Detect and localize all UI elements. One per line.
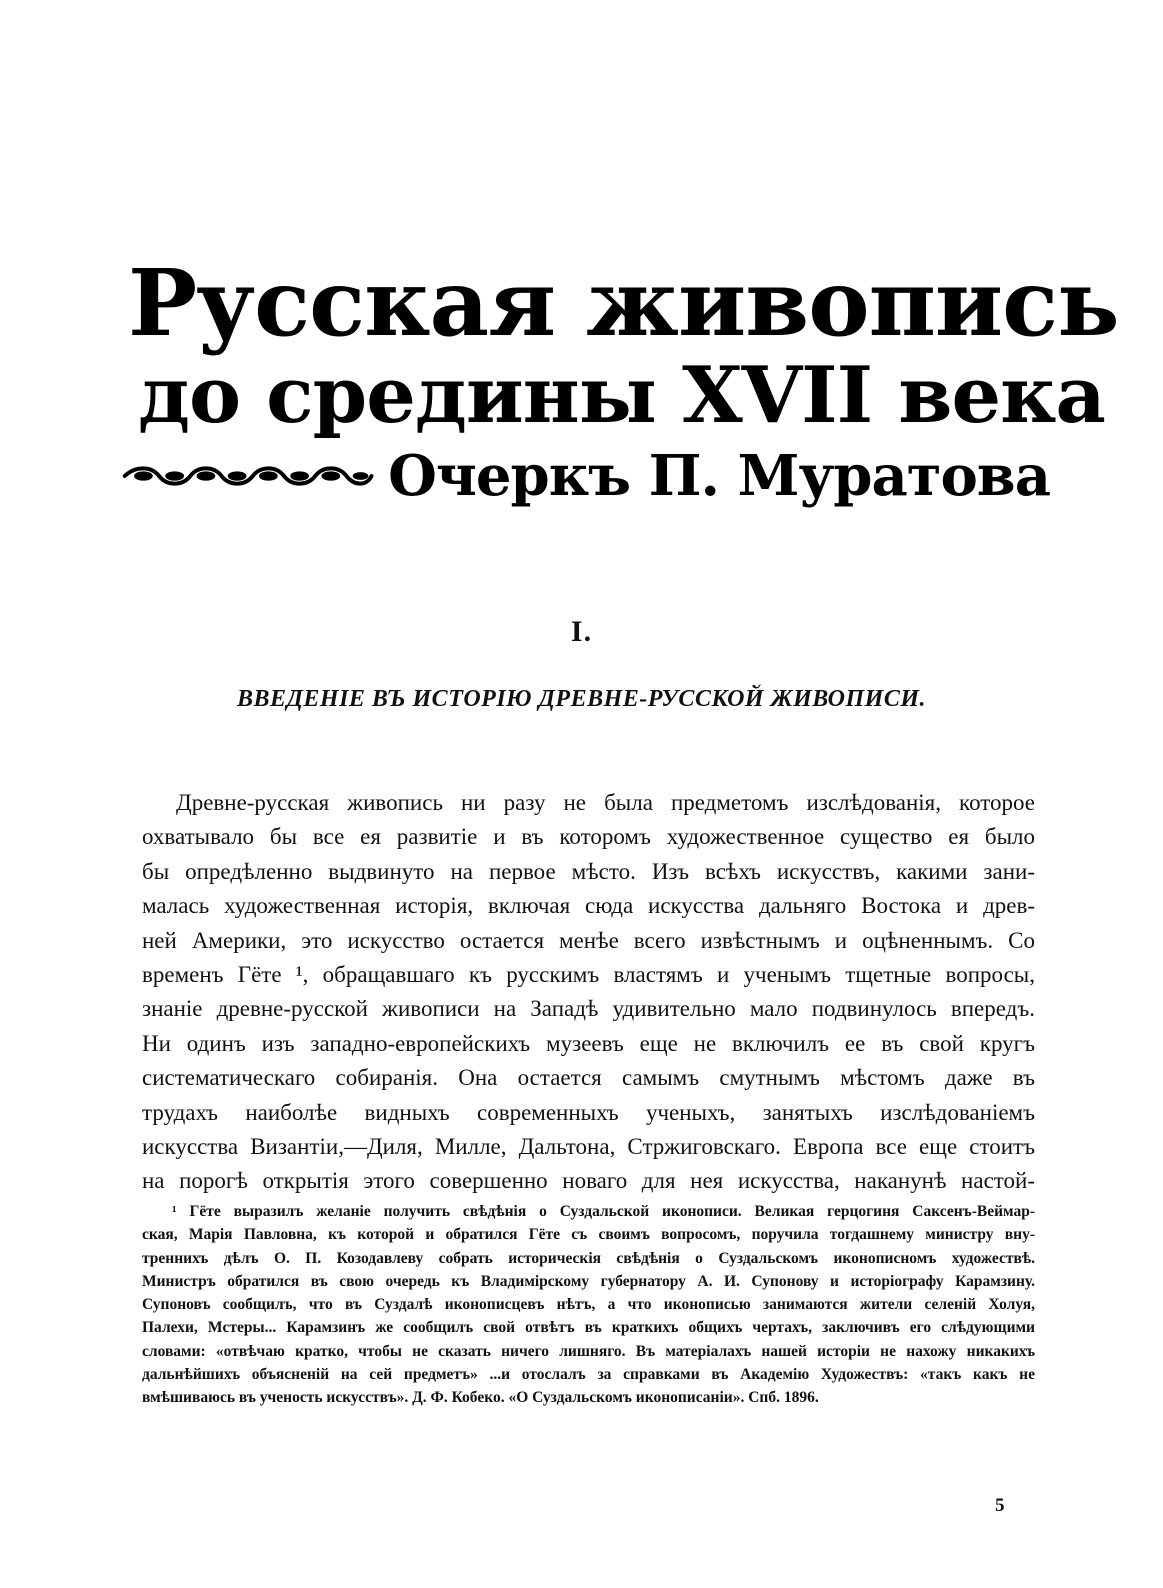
body-line: охватывало бы все ея развитіе и въ которомъ художественное существо ея было bbox=[142, 824, 1035, 850]
page-number: 5 bbox=[995, 1495, 1005, 1516]
body-line: Ни одинъ изъ западно-европейскихъ музеевъ еще не включилъ ее въ свой кругъ bbox=[142, 1030, 1035, 1056]
title-line-1: Русская живопись bbox=[128, 249, 1119, 357]
footnote-line: ¹ Гёте выразилъ желаніе получить свѣдѣнія о Суздальской иконописи. Великая герцогиня Саксенъ-Веймар- bbox=[172, 1203, 1035, 1220]
title-block bbox=[120, 249, 1119, 511]
title-line-3: Очеркъ П. Муратова bbox=[388, 443, 1050, 509]
body-line: искусства Византіи,—Диля, Милле, Дальтона, Стржиговскаго. Европа все еще стоитъ bbox=[142, 1133, 1035, 1159]
title-line-2: до средины XVII века bbox=[138, 350, 1105, 441]
footnote bbox=[142, 1200, 1035, 1410]
title-ornament-row bbox=[120, 441, 1050, 511]
section-number: I. bbox=[570, 615, 593, 648]
decorative-scroll-ornament bbox=[120, 459, 376, 493]
body-line: временъ Гёте ¹, обращавшаго къ русскимъ властямъ и ученымъ тщетные вопросы, bbox=[142, 961, 1035, 987]
body-line: бы опредѣленно выдвинуто на первое мѣсто. Изъ всѣхъ искусствъ, какими зани- bbox=[142, 858, 1035, 884]
footnote-line: дальнѣйшихъ объясненій на сей предметъ» ...и отослалъ за справками въ Академію Художествъ: «такъ какъ не bbox=[142, 1366, 1035, 1384]
body-line: малась художественная исторія, включая сюда искусства дальняго Востока и древ- bbox=[142, 893, 1035, 919]
body-line: систематическаго собиранія. Она остается самымъ смутнымъ мѣстомъ даже въ bbox=[142, 1065, 1035, 1091]
body-line: трудахъ наиболѣе видныхъ современныхъ ученыхъ, занятыхъ изслѣдованіемъ bbox=[142, 1099, 1035, 1125]
body-line: знаніе древне-русской живописи на Западѣ удивительно мало подвинулось впередъ. bbox=[142, 996, 1035, 1022]
body-line: на порогѣ открытія этого совершенно новаго для нея искусства, наканунѣ настой- bbox=[142, 1168, 1035, 1194]
body-text bbox=[142, 786, 1035, 1199]
footnote-line: словами: «отвѣчаю кратко, чтобы не сказать ничего лишняго. Въ матеріалахъ нашей исторіи не нахожу никакихъ bbox=[142, 1342, 1035, 1360]
body-line: ней Америки, это искусство остается менѣе всего извѣстнымъ и оцѣненнымъ. Со bbox=[142, 927, 1035, 953]
footnote-line: Супоновъ сообщилъ, что въ Суздалѣ иконописцевъ нѣтъ, а что иконописью занимаются жители селеній Холуя, bbox=[142, 1296, 1035, 1314]
footnote-line: Министръ обратился въ свою очередь къ Владимірскому губернатору А. И. Супонову и исторіографу Карамзину. bbox=[142, 1272, 1035, 1290]
footnote-line: треннихъ дѣлъ О. П. Козодавлеву собрать историческія свѣдѣнія о Суздальскомъ иконописномъ художествѣ. bbox=[142, 1249, 1035, 1267]
footnote-line: Палехи, Мстеры... Карамзинъ же сообщилъ свой отвѣтъ въ краткихъ общихъ чертахъ, заключивъ его слѣдующими bbox=[142, 1319, 1035, 1337]
footnote-line: ская, Марія Павловна, къ которой и обратился Гёте съ своимъ вопросомъ, поручила тогдашнему министру вну- bbox=[142, 1226, 1035, 1244]
footnote-line: вмѣшиваюсь въ ученость искусствъ». Д. Ф. Кобеко. «О Суздальскомъ иконописаніи». Спб. 1896. bbox=[142, 1389, 819, 1407]
section-heading: ВВЕДЕНІЕ ВЪ ИСТОРІЮ ДРЕВНЕ-РУССКОЙ ЖИВОПИСИ. bbox=[236, 686, 927, 712]
body-line: Древне-русская живопись ни разу не была предметомъ изслѣдованія, которое bbox=[176, 790, 1035, 815]
